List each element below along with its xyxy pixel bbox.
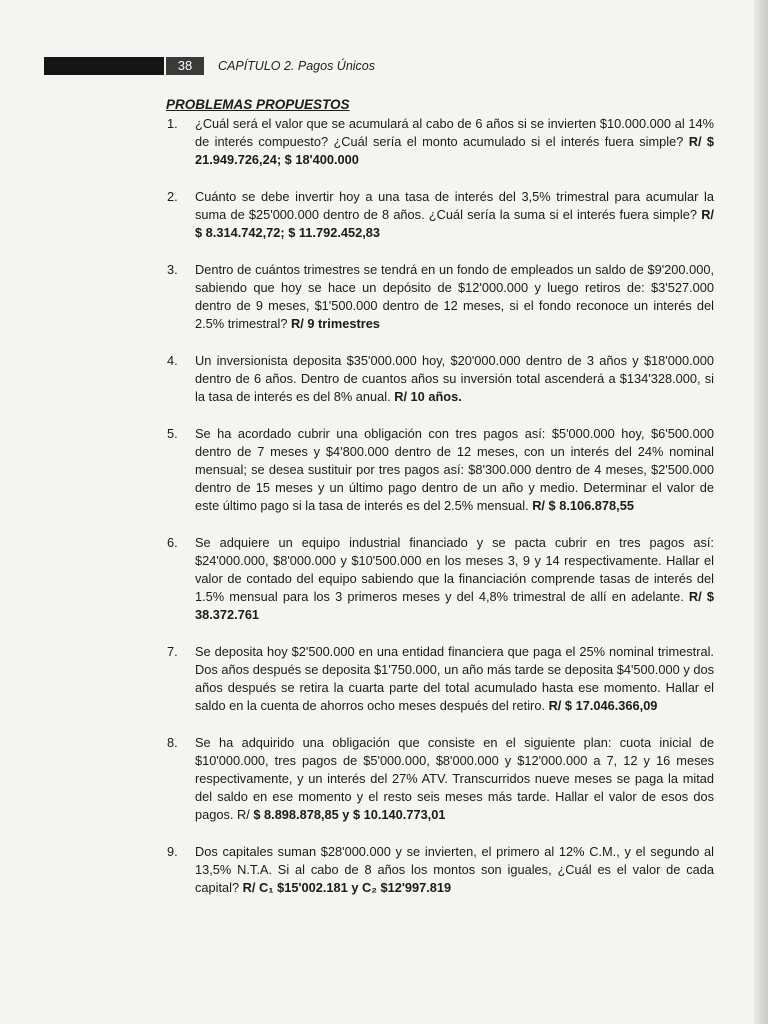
problem-answer: R/ $ 21.949.726,24; $ 18'400.000 [195,134,714,167]
problem-list [164,115,714,897]
problem-number: 8. [167,735,178,750]
problem-number: 5. [167,426,178,441]
problem-item [164,643,714,715]
page-content [164,96,714,916]
problem-text: Dentro de cuántos trimestres se tendrá en un fondo de empleados un saldo de $9'200.000, sabiendo que hoy se hace un depósito de $12'000.000 y luego retiros de: $3'527.000 dentro de 9 meses, $1'500.000 dentro de 12 meses, si el fondo reconoce un interés del 2.5% trimestral? [195,262,714,331]
problem-number: 4. [167,353,178,368]
problem-item [164,261,714,333]
problem-answer: $ 8.898.878,85 y $ 10.140.773,01 [253,807,446,822]
problem-answer: R/ $ 17.046.366,09 [548,698,658,713]
header-bar [44,57,164,75]
problem-item [164,843,714,897]
problem-answer: R/ C₁ $15'002.181 y C₂ $12'997.819 [242,880,452,895]
page-number: 38 [166,57,204,75]
problem-text: Un inversionista deposita $35'000.000 hoy, $20'000.000 dentro de 3 años y $18'000.000 dentro de 6 años. Dentro de cuantos años su inversión total ascenderá a $134'328.000, si la tasa de interés es del 8% anual. [195,353,714,404]
problem-answer: R/ $ 38.372.761 [195,589,714,622]
problem-number: 3. [167,262,178,277]
problem-text: Se deposita hoy $2'500.000 en una entidad financiera que paga el 25% nominal trimestral. Dos años después se deposita $1'750.000, un año más tarde se deposita $4'500.000 y dos años después se retira la cuarta parte del total acumulado hasta ese momento. Hallar el saldo en la cuenta de ahorros ocho meses después del retiro. [195,644,714,713]
problem-number: 2. [167,189,178,204]
problem-number: 6. [167,535,178,550]
problem-answer: R/ $ 8.106.878,55 [532,498,634,513]
problem-answer: R/ $ 8.314.742,72; $ 11.792.452,83 [195,207,714,240]
problem-text: Se ha adquirido una obligación que consiste en el siguiente plan: cuota inicial de $10'000.000, tres pagos de $5'000.000, $8'000.000 y $12'000.000 a 7, 12 y 16 meses respectivamente, y un interés del 27% ATV. Transcurridos nueve meses se paga la mitad del saldo en ese momento y el resto seis meses más tarde. Hallar el valor de esos dos pagos. R/ [195,735,714,822]
problem-text: ¿Cuál será el valor que se acumulará al cabo de 6 años si se invierten $10.000.000 al 14% de interés compuesto? ¿Cuál sería el monto acumulado si el interés fuera simple? [195,116,714,149]
page-edge [754,0,768,1024]
problem-item [164,352,714,406]
problem-item [164,425,714,515]
problem-text: Dos capitales suman $28'000.000 y se invierten, el primero al 12% C.M., y el segundo al 13,5% N.T.A. Si al cabo de 8 años los montos son iguales, ¿Cuál es el valor de cada capital? [195,844,714,895]
section-title: PROBLEMAS PROPUESTOS [166,97,350,112]
page-header [44,57,444,77]
problem-number: 9. [167,844,178,859]
chapter-title: CAPÍTULO 2. Pagos Únicos [218,59,376,73]
problem-item [164,188,714,242]
problem-item [164,534,714,624]
problem-number: 7. [167,644,178,659]
problem-text: Cuánto se debe invertir hoy a una tasa de interés del 3,5% trimestral para acumular la suma de $25'000.000 dentro de 8 años. ¿Cuál sería la suma si el interés fuera simple? [195,189,714,222]
problem-item [164,734,714,824]
problem-text: Se ha acordado cubrir una obligación con tres pagos así: $5'000.000 hoy, $6'500.000 dentro de 7 meses y $4'800.000 dentro de 12 meses, con un interés del 24% nominal mensual; se desea sustituir por tres pagos así: $8'300.000 dentro de 4 meses, $2'500.000 dentro de 15 meses y un último pago dentro de un año y medio. Determinar el valor de este último pago si la tasa de interés es del 2.5% mensual. [195,426,714,513]
problem-number: 1. [167,116,178,131]
problem-text: Se adquiere un equipo industrial financiado y se pacta cubrir en tres pagos así: $24'000.000, $8'000.000 y $10'500.000 en los meses 3, 9 y 14 respectivamente. Hallar el valor de contado del equipo sabiendo que la financiación comprende tasas de interés del 1.5% mensual para los 3 primeros meses y del 4,8% trimestral de allí en adelante. [195,535,714,604]
problem-item [164,115,714,169]
problem-answer: R/ 10 años. [394,389,462,404]
problem-answer: R/ 9 trimestres [291,316,380,331]
